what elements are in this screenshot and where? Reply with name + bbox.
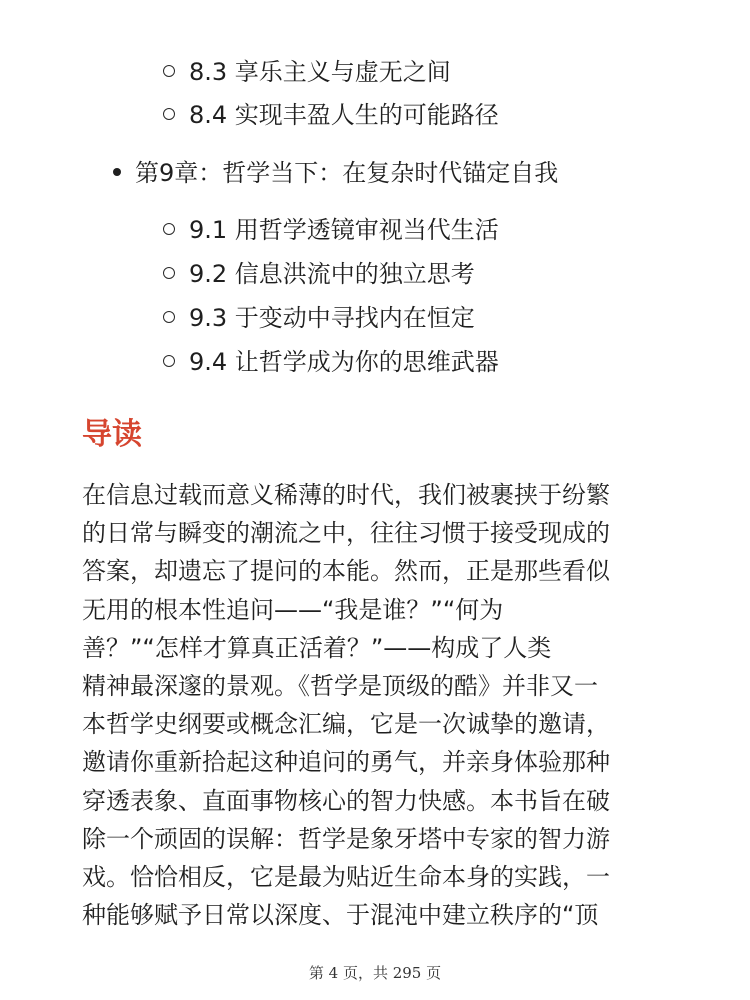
toc-item-9-2[interactable] xyxy=(163,258,475,290)
filled-bullet-icon xyxy=(113,168,121,176)
section-heading: 导读 xyxy=(82,417,142,452)
intro-paragraph xyxy=(82,476,672,934)
paragraph-line: 答案，却遗忘了提问的本能。然而，正是那些看似 xyxy=(82,557,610,586)
toc-item-label: 9.1 用哲学透镜审视当代生活 xyxy=(189,216,499,244)
toc-item-8-3[interactable] xyxy=(163,56,451,88)
page-number-footer: 第 4 页，共 295 页 xyxy=(308,964,442,982)
toc-item-label: 8.3 享乐主义与虚无之间 xyxy=(189,58,451,86)
hollow-bullet-icon xyxy=(163,65,175,77)
toc-item-label: 9.4 让哲学成为你的思维武器 xyxy=(189,348,499,376)
paragraph-line: 无用的根本性追问——“我是谁？”“何为 xyxy=(82,595,504,624)
toc-chapter-9[interactable] xyxy=(113,157,558,189)
paragraph-line: 精神最深邃的景观。《哲学是顶级的酷》并非又一 xyxy=(82,672,598,701)
paragraph-line: 戏。恰恰相反，它是最为贴近生命本身的实践，一 xyxy=(82,863,610,892)
hollow-bullet-icon xyxy=(163,267,175,279)
paragraph-line: 本哲学史纲要或概念汇编，它是一次诚挚的邀请， xyxy=(82,710,610,739)
paragraph-line: 邀请你重新拾起这种追问的勇气，并亲身体验那种 xyxy=(82,748,610,777)
toc-item-8-4[interactable] xyxy=(163,99,499,131)
toc-item-9-3[interactable] xyxy=(163,302,475,334)
toc-item-label: 8.4 实现丰盈人生的可能路径 xyxy=(189,101,499,129)
toc-chapter-label: 第9章：哲学当下：在复杂时代锚定自我 xyxy=(135,159,559,187)
toc-item-label: 9.2 信息洪流中的独立思考 xyxy=(189,260,475,288)
paragraph-line: 善？”“怎样才算真正活着？”——构成了人类 xyxy=(82,633,552,662)
toc-item-9-4[interactable] xyxy=(163,346,499,378)
paragraph-line: 在信息过载而意义稀薄的时代，我们被裹挟于纷繁 xyxy=(82,481,610,509)
hollow-bullet-icon xyxy=(163,223,175,235)
toc-item-9-1[interactable] xyxy=(163,214,499,246)
paragraph-line: 的日常与瞬变的潮流之中，往往习惯于接受现成的 xyxy=(82,519,610,548)
paragraph-line: 穿透表象、直面事物核心的智力快感。本书旨在破 xyxy=(82,786,610,815)
hollow-bullet-icon xyxy=(163,311,175,323)
toc-item-label: 9.3 于变动中寻找内在恒定 xyxy=(189,304,475,332)
paragraph-line: 除一个顽固的误解：哲学是象牙塔中专家的智力游 xyxy=(82,824,610,853)
hollow-bullet-icon xyxy=(163,108,175,120)
hollow-bullet-icon xyxy=(163,355,175,367)
paragraph-line: 种能够赋予日常以深度、于混沌中建立秩序的“顶 xyxy=(82,901,599,930)
